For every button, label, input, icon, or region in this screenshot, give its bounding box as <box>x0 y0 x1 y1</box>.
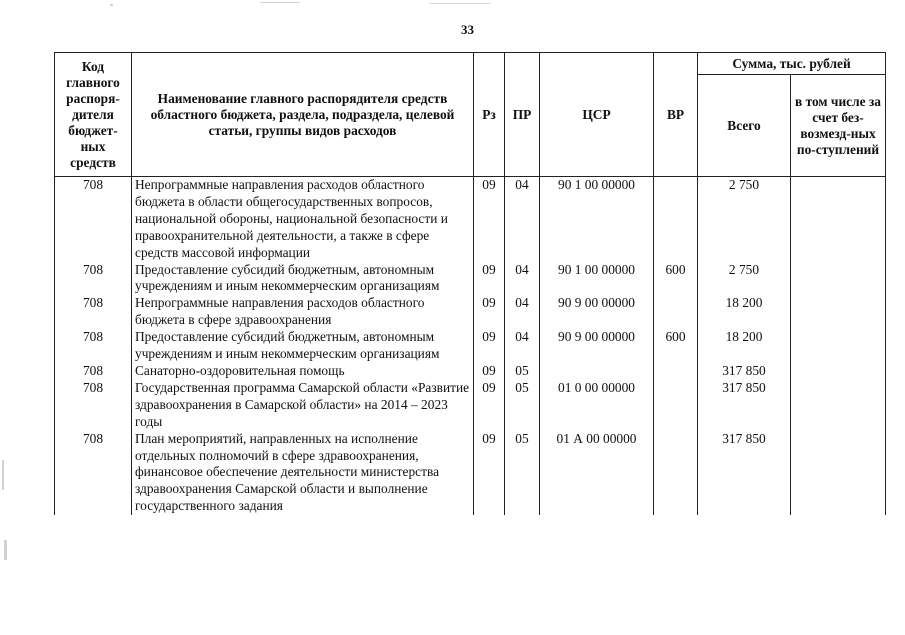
scan-mark <box>2 460 4 490</box>
table-row <box>55 177 886 262</box>
row-name: План мероприятий, направленных на исполнение отдельных полномочий в сфере здравоохранения, финансовое обеспечение деятельности министерства здравоохранения Самарской области и выполнение государственного задания <box>132 431 474 516</box>
row-rz: 09 <box>474 431 505 516</box>
row-rz: 09 <box>474 177 505 262</box>
row-code: 708 <box>55 177 132 262</box>
row-name: Предоставление субсидий бюджетным, автономным учреждениям и иным некоммерческим организациям <box>132 262 474 296</box>
row-vr <box>654 295 698 329</box>
scan-mark <box>4 540 7 560</box>
header-gratuitous: в том числе за счет без-возмезд-ных по-ступлений <box>791 75 886 177</box>
header-sum: Сумма, тыс. рублей <box>698 53 886 75</box>
table-row <box>55 295 886 329</box>
row-rz: 09 <box>474 363 505 380</box>
row-csr <box>540 363 654 380</box>
row-pr: 04 <box>505 295 540 329</box>
table-row <box>55 363 886 380</box>
row-total: 18 200 <box>698 329 791 363</box>
row-total: 2 750 <box>698 177 791 262</box>
row-gratuitous <box>791 262 886 296</box>
row-total: 2 750 <box>698 262 791 296</box>
scan-mark <box>430 3 490 4</box>
header-vr: ВР <box>654 53 698 177</box>
row-vr <box>654 363 698 380</box>
table-row <box>55 380 886 431</box>
row-name: Государственная программа Самарской области «Развитие здравоохранения в Самарской области» на 2014 – 2023 годы <box>132 380 474 431</box>
row-rz: 09 <box>474 380 505 431</box>
row-pr: 04 <box>505 177 540 262</box>
row-csr: 90 1 00 00000 <box>540 177 654 262</box>
row-csr: 90 9 00 00000 <box>540 329 654 363</box>
row-name: Санаторно-оздоровительная помощь <box>132 363 474 380</box>
table-row <box>55 329 886 363</box>
row-gratuitous <box>791 329 886 363</box>
row-total: 317 850 <box>698 380 791 431</box>
row-csr: 01 0 00 00000 <box>540 380 654 431</box>
row-code: 708 <box>55 431 132 516</box>
row-name: Непрограммные направления расходов областного бюджета в области общегосударственных вопросов, национальной обороны, национальной безопасности и правоохранительной деятельности, а также в сфере средств массовой информации <box>132 177 474 262</box>
scan-mark <box>110 4 113 6</box>
row-gratuitous <box>791 295 886 329</box>
row-name: Предоставление субсидий бюджетным, автономным учреждениям и иным некоммерческим организациям <box>132 329 474 363</box>
row-name: Непрограммные направления расходов областного бюджета в сфере здравоохранения <box>132 295 474 329</box>
page-number: 33 <box>461 22 474 37</box>
row-csr: 01 А 00 00000 <box>540 431 654 516</box>
row-pr: 04 <box>505 329 540 363</box>
row-total: 18 200 <box>698 295 791 329</box>
row-rz: 09 <box>474 262 505 296</box>
header-csr: ЦСР <box>540 53 654 177</box>
row-vr: 600 <box>654 329 698 363</box>
table-row <box>55 262 886 296</box>
row-vr: 600 <box>654 262 698 296</box>
row-total: 317 850 <box>698 363 791 380</box>
header-pr: ПР <box>505 53 540 177</box>
row-gratuitous <box>791 177 886 262</box>
table-row <box>55 431 886 516</box>
header-name: Наименование главного распорядителя средств областного бюджета, раздела, подраздела, целевой статьи, группы видов расходов <box>132 53 474 177</box>
row-code: 708 <box>55 295 132 329</box>
header-total: Всего <box>698 75 791 177</box>
row-gratuitous <box>791 363 886 380</box>
row-rz: 09 <box>474 329 505 363</box>
budget-table <box>54 52 886 515</box>
row-pr: 05 <box>505 380 540 431</box>
row-pr: 04 <box>505 262 540 296</box>
row-vr <box>654 431 698 516</box>
row-code: 708 <box>55 329 132 363</box>
row-gratuitous <box>791 380 886 431</box>
row-pr: 05 <box>505 363 540 380</box>
row-code: 708 <box>55 363 132 380</box>
row-vr <box>654 177 698 262</box>
row-vr <box>654 380 698 431</box>
row-total: 317 850 <box>698 431 791 516</box>
row-rz: 09 <box>474 295 505 329</box>
header-rz: Рз <box>474 53 505 177</box>
row-code: 708 <box>55 380 132 431</box>
row-code: 708 <box>55 262 132 296</box>
row-gratuitous <box>791 431 886 516</box>
header-code: Код главного распоря-дителя бюджет-ных средств <box>55 53 132 177</box>
scan-mark <box>260 2 300 3</box>
row-pr: 05 <box>505 431 540 516</box>
row-csr: 90 1 00 00000 <box>540 262 654 296</box>
row-csr: 90 9 00 00000 <box>540 295 654 329</box>
